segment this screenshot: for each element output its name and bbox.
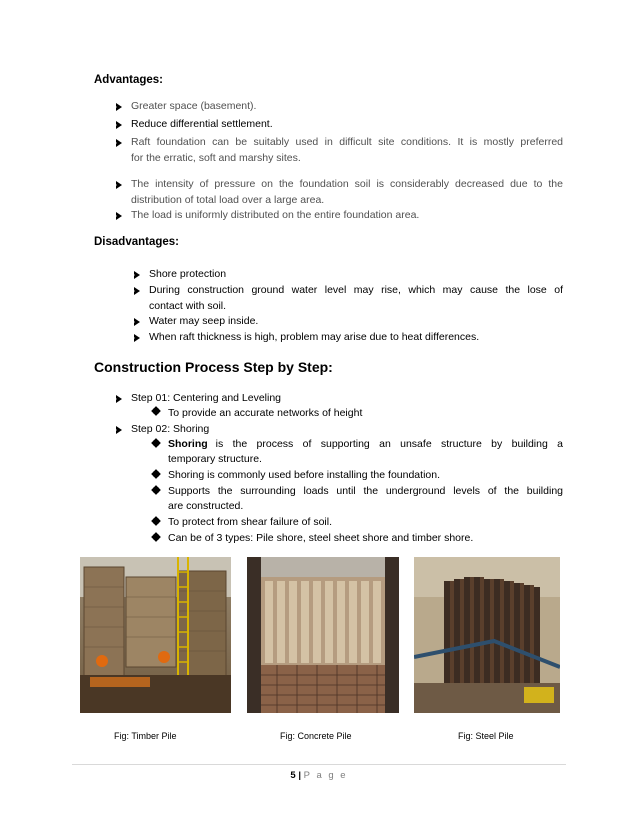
shoring-definition-text: is the process of supporting an unsafe structure by building a — [215, 438, 563, 450]
step-sub-item: To protect from shear failure of soil. — [168, 516, 332, 528]
arrow-bullet-icon — [116, 139, 122, 147]
advantage-item: The load is uniformly distributed on the entire foundation area. — [131, 209, 420, 221]
disadvantage-item-continued: contact with soil. — [149, 300, 227, 312]
step-sub-item-continued: are constructed. — [168, 500, 244, 512]
step-sub-item: Can be of 3 types: Pile shore, steel sheet shore and timber shore. — [168, 532, 474, 544]
advantage-item-continued: for the erratic, soft and marshy sites. — [131, 152, 301, 164]
figure-caption-steel: Fig: Steel Pile — [458, 731, 514, 741]
diamond-bullet-icon — [152, 486, 161, 495]
page-label: P a g e — [303, 770, 348, 781]
shoring-term: Shoring — [168, 438, 208, 450]
shoring-definition-continued: temporary structure. — [168, 453, 262, 465]
step-item: Step 01: Centering and Leveling — [131, 392, 282, 404]
arrow-bullet-icon — [116, 395, 122, 403]
advantages-heading: Advantages: — [94, 74, 164, 86]
footer-separator: | — [298, 770, 302, 781]
arrow-bullet-icon — [116, 426, 122, 434]
arrow-bullet-icon — [134, 318, 140, 326]
advantage-item: Reduce differential settlement. — [131, 118, 273, 130]
arrow-bullet-icon — [134, 287, 140, 295]
diamond-bullet-icon — [152, 407, 161, 416]
advantage-item: Greater space (basement). — [131, 100, 257, 112]
timber-pile-photo — [80, 557, 231, 713]
figure-caption-concrete: Fig: Concrete Pile — [280, 731, 352, 741]
footer-divider — [72, 764, 566, 765]
advantage-item-continued: distribution of total load over a large area. — [131, 194, 325, 206]
advantage-item: The intensity of pressure on the foundation soil is considerably decreased due to the — [131, 178, 563, 190]
advantage-item: Raft foundation can be suitably used in difficult site conditions. It is mostly preferred — [131, 136, 563, 148]
arrow-bullet-icon — [116, 103, 122, 111]
diamond-bullet-icon — [152, 439, 161, 448]
step-item: Step 02: Shoring — [131, 423, 210, 435]
concrete-pile-photo — [247, 557, 399, 713]
steel-pile-photo — [414, 557, 560, 713]
arrow-bullet-icon — [134, 271, 140, 279]
disadvantages-heading: Disadvantages: — [94, 236, 180, 248]
figure-caption-timber: Fig: Timber Pile — [114, 731, 177, 741]
disadvantage-item: Shore protection — [149, 268, 227, 280]
page-number: 5 — [290, 770, 296, 781]
disadvantage-item: Water may seep inside. — [149, 315, 259, 327]
shoring-definition — [168, 437, 563, 452]
disadvantage-item: When raft thickness is high, problem may arise due to heat differences. — [149, 331, 480, 343]
step-sub-item: Supports the surrounding loads until the underground levels of the building — [168, 485, 563, 497]
diamond-bullet-icon — [152, 517, 161, 526]
arrow-bullet-icon — [116, 121, 122, 129]
step-sub-item: Shoring is commonly used before installing the foundation. — [168, 469, 440, 481]
diamond-bullet-icon — [152, 470, 161, 479]
arrow-bullet-icon — [116, 181, 122, 189]
step-sub-item: To provide an accurate networks of height — [168, 407, 363, 419]
construction-heading: Construction Process Step by Step: — [94, 359, 333, 375]
page-footer — [0, 770, 638, 781]
arrow-bullet-icon — [116, 212, 122, 220]
disadvantage-item: During construction ground water level may rise, which may cause the lose of — [149, 284, 563, 296]
diamond-bullet-icon — [152, 533, 161, 542]
arrow-bullet-icon — [134, 334, 140, 342]
